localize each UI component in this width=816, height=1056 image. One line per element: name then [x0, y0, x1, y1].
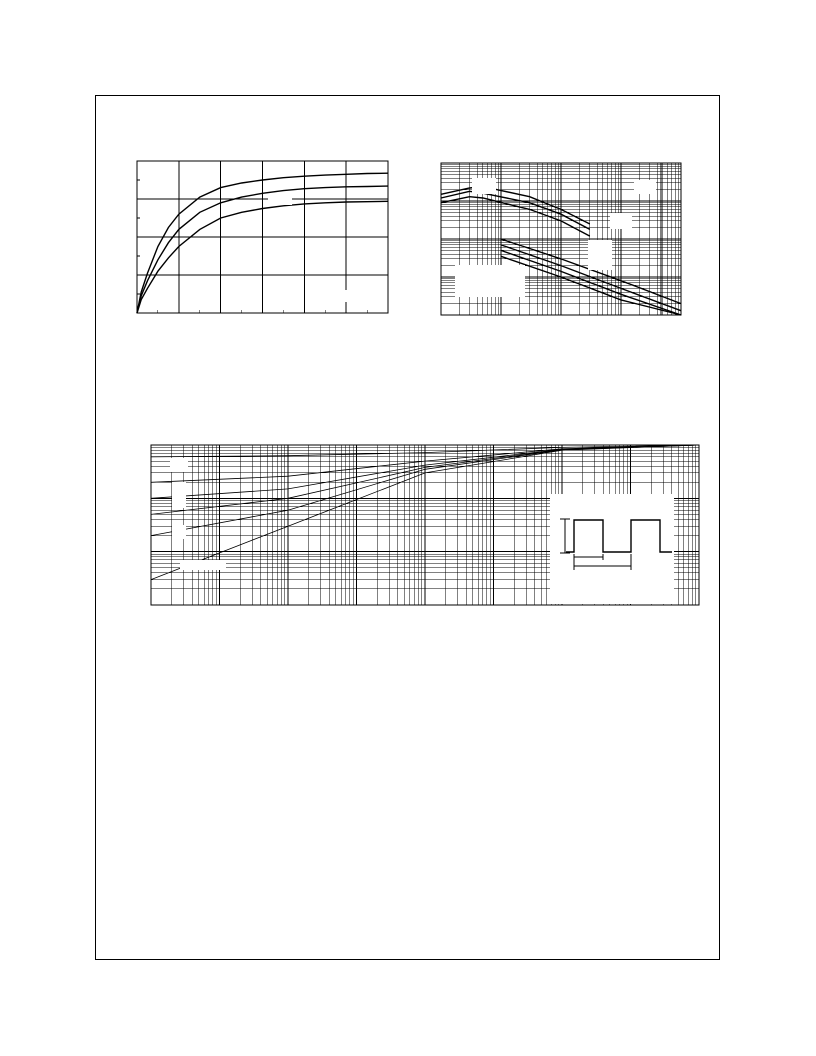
legend-box — [455, 265, 525, 297]
label-knockout — [610, 213, 632, 229]
label-knockout — [268, 196, 292, 205]
inset-box — [550, 494, 674, 604]
chart-fig-a — [137, 161, 388, 313]
chart-fig-c — [151, 445, 699, 605]
label-knockout — [634, 180, 656, 194]
label-knockout — [472, 178, 496, 194]
label-knockout — [342, 290, 352, 302]
label-knockout — [172, 482, 186, 508]
label-knockout — [588, 240, 612, 270]
chart-fig-b — [441, 163, 681, 315]
label-knockout — [170, 458, 188, 472]
label-knockout — [172, 525, 186, 539]
label-knockout — [180, 560, 226, 570]
